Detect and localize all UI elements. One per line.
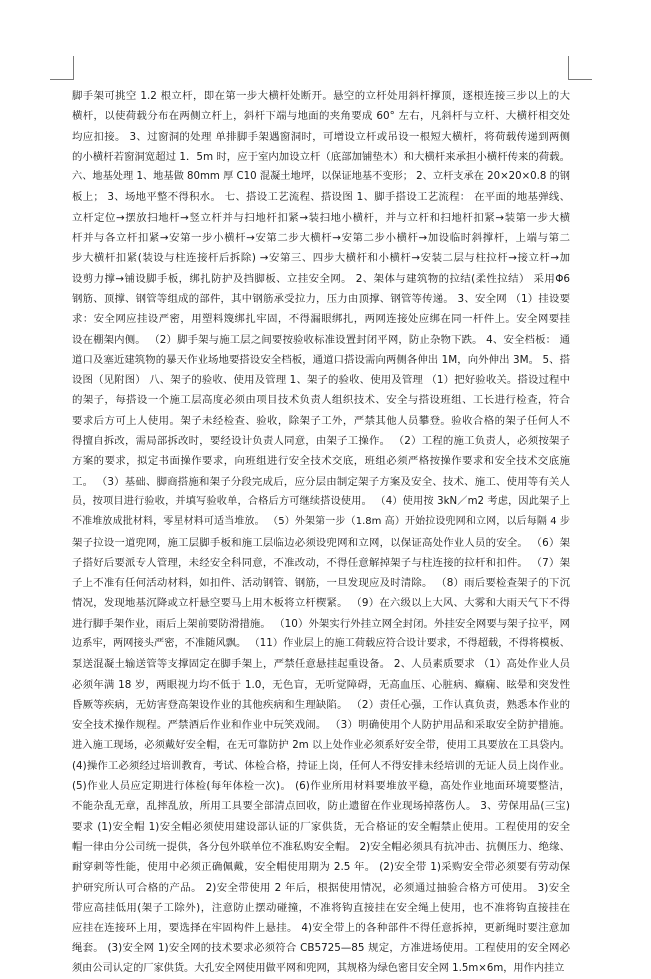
text-line: 要求 (1)安全帽 1)安全帽必须使用建设部认证的厂家供货，无合格证的安全帽禁止使用。工程使用的安全 xyxy=(72,820,570,833)
text-line: 进行脚手架作业，雨后上架前要防滑措施。 （10）外架实行外挂立网全封闭。外挂安全网要与架子拉平，网 xyxy=(72,617,570,630)
text-line: 不能杂乱无章，乱摔乱放，所用工具要全部清点回收，防止遗留在作业现场掉落伤人。 3、劳保用品(三宝) xyxy=(72,800,570,813)
text-line: 的小横杆若窗洞宽超过 1．5m 时，应于室内加设立杆（底部加铺垫木）和大横杆来承担小横杆传来的荷载。 xyxy=(72,150,570,163)
text-line: 步大横杆扣紧(装设与柱连接杆后拆除) →安第三、四步大横杆和小横杆→安装二层与柱拉杆→接立杆→加 xyxy=(72,252,570,265)
text-line: 均应扣接。 3、过窗洞的处理 单排脚手架遇窗洞时，可增设立杆或吊设一根短大横杆，将荷载传递到两侧 xyxy=(72,130,570,143)
text-line: 不准堆放成批材料，零星材料可适当堆放。 （5）外架第一步（1.8m 高）开始拉设兜网和立网，以后每隔 4 步 xyxy=(72,516,570,528)
text-line: 帽一律由分公司统一提供，各分包外联单位不准私购安全帽。 2)安全帽必须具有抗冲击、抗侧压力、绝缘、 xyxy=(72,840,570,853)
text-line: 杆并与各立杆扣紧→安第一步小横杆→安第二步大横杆→安第二步小横杆→加设临时斜撑杆，上端与第二 xyxy=(72,232,570,245)
crop-mark-top-left-horizontal xyxy=(50,79,74,80)
text-line: 横杆，以使荷载分布在两侧立杆上，斜杆下端与地面的夹角要成 60° 左右，凡斜杆与立杆、大横杆相交处 xyxy=(72,110,570,123)
text-line: 架子拉设一道兜网，施工层脚手板和施工层临边必须设兜网和立网，以保证高处作业人员的安全。 （6）架 xyxy=(72,536,570,549)
text-line: 设剪力撑→铺设脚手板，绑扎防护及挡脚板、立挂安全网。 2、架体与建筑物的拉结(柔性拉结） 采用Φ6 xyxy=(72,272,570,285)
text-line: 必须年满 18 岁，两眼视力均不低于 1.0，无色盲，无听觉障碍，无高血压、心脏病、癫痫、眩晕和突发性 xyxy=(72,678,570,691)
text-line: 脚手架可挑空 1.2 根立杆，即在第一步大横杆处断开。悬空的立杆处用斜杆撑顶，逐根连接三步以上的大 xyxy=(72,90,570,102)
text-line: 工。 （3）基础、脚商搭施和架子分段完成后，应分层由制定架子方案及安全、技术、施工、使用等有关人 xyxy=(72,475,570,488)
text-line: 须由公司认定的厂家供货。大孔安全网使用做平网和兜网，其规格为绿色密目安全网 1.5m×6m，用作内挂立 xyxy=(72,962,565,974)
text-line: 带应高挂低用(架子工除外)，注意防止摆动碰撞，不准将钩直接挂在安全绳上使用，也不准将钩直接挂在 xyxy=(72,901,570,914)
text-line: 求：安全网应挂设严密，用塑料篾绑扎牢固，不得漏眼绑扎，两网连接处应绑在同一杆件上。安全网要挂 xyxy=(72,313,570,326)
text-line: 立杆定位→摆放扫地杆→竖立杆并与扫地杆扣紧→装扫地小横杆，并与立杆和扫地杆扣紧→装第一步大横 xyxy=(72,211,570,224)
crop-mark-top-right-horizontal xyxy=(568,79,592,80)
text-line: 护研究所认可合格的产品。 2)安全带使用 2 年后，根据使用情况，必须通过抽验合格方可使用。 3)安全 xyxy=(72,881,570,894)
text-line: 子搭好后要派专人管理，未经安全科同意，不准改动，不得任意解掉架子与柱连接的拉杆和扣件。 （7）架 xyxy=(72,556,570,569)
text-line: 昏厥等疾病，无妨害登高架设作业的其他疾病和生理缺陷。 （2）责任心强，工作认真负责，熟悉本作业的 xyxy=(72,698,570,711)
text-line: (5)作业人员应定期进行体检(每年体检一次)。 (6)作业所用材料要堆放平稳，高处作业地面环境要整洁， xyxy=(72,780,570,793)
text-line: 耐穿刺等性能，使用中必须正确佩戴，安全帽使用期为 2.5 年。 (2)安全带 1)采购安全带必须要有劳动保 xyxy=(72,861,570,874)
text-line: 要求后方可上人使用。架子未经检查、验收，除架子工外，严禁其他人员攀登。验收合格的架子任何人不 xyxy=(72,414,570,427)
text-line: 绳套。 (3)安全网 1)安全网的技术要求必须符合 CB5725—85 规定，方准进场使用。工程使用的安全网必 xyxy=(72,942,570,955)
text-line: 道口及塞近建筑物的暴天作业场地要搭设安全档板，通道口搭设需向两侧各伸出 1M，向外伸出 3M。 5、搭 xyxy=(72,353,570,366)
text-line: 的架子，每搭设一个施工层高度必须由项目技术负责人组织技术、安全与搭设班组、工长进行检查，符合 xyxy=(72,394,570,407)
text-line: 板上； 3、场地平整不得积水。 七、搭设工艺流程、搭设图 1、脚手搭设工艺流程： 在平面的地基弹线、 xyxy=(72,191,570,204)
text-line: 设图（见附图） 八、架子的验收、使用及管理 1、架子的验收、使用及管理 （1）把好验收关。搭设过程中 xyxy=(72,374,570,387)
text-line: (4)操作工必须经过培训教育，考试、体检合格，持证上岗，任何人不得安排未经培训的无证人员上岗作业。 xyxy=(72,759,570,772)
text-line: 设在棚架内侧。 （2）脚手架与施工层之间要按验收标准设置封闭平网，防止杂物下跌。 4、安全档板： 通 xyxy=(72,333,570,346)
text-line: 员，按项目进行验收，并填写验收单，合格后方可继续搭设使用。 （4）使用按 3kN／m2 考虑，因此架子上 xyxy=(72,495,570,507)
document-body-text xyxy=(72,86,570,974)
text-line: 得擅自拆改，需局部拆改时，要经设计负责人同意，由架子工操作。 （2）工程的施工负责人，必须按架子 xyxy=(72,435,570,448)
text-line: 应挂在连接环上用，要选择在牢固构件上悬挂。 4)安全带上的各种部件不得任意拆掉，更新绳时要注意加 xyxy=(72,922,570,935)
text-line: 边系牢，两网接头严密，不准随风飘。 （11）作业层上的施工荷载应符合设计要求，不得超载，不得将模板、 xyxy=(72,638,570,650)
text-line: 方案的要求，拟定书面操作要求，向班组进行安全技术交底，班组必须严格按操作要求和安全技术交底施 xyxy=(72,455,570,468)
crop-mark-top-left-vertical xyxy=(73,56,74,80)
text-line: 钢筋、顶撑、钢管等组成的部件，其中钢筋承受拉力，压力由顶撑、钢管等传递。 3、安全网 （1）挂设要 xyxy=(72,292,570,305)
text-line: 六、地基处理 1、地基做 80mm 厚 C10 混凝土地坪，以保证地基不变形； 2、立杆支承在 20×20×0.8 的钢 xyxy=(72,171,570,183)
text-line: 安全技术操作规程。严禁酒后作业和作业中玩笑戏闹。 （3）明确使用个人防护用品和采取安全防护措施。 xyxy=(72,719,570,732)
text-line: 泵送混凝土输送管等支撑固定在脚手架上，严禁任意悬挂起重设备。 2、人员素质要求 （1）高处作业人员 xyxy=(72,658,570,671)
text-line: 情况，发现地基沉降或立杆悬空要马上用木板将立杆楔紧。 （9）在六级以上大风、大雾和大雨天气下不得 xyxy=(72,597,570,610)
text-line: 进入施工现场，必须戴好安全帽，在无可靠防护 2m 以上处作业必须系好安全带，使用工具要放在工具袋内。 xyxy=(72,739,570,751)
text-line: 子上不准有任何活动材料，如扣件、活动钢管、钢筋，一旦发现应及时清除。 （8）雨后要检查架子的下沉 xyxy=(72,577,570,590)
crop-mark-top-right-vertical xyxy=(568,56,569,80)
